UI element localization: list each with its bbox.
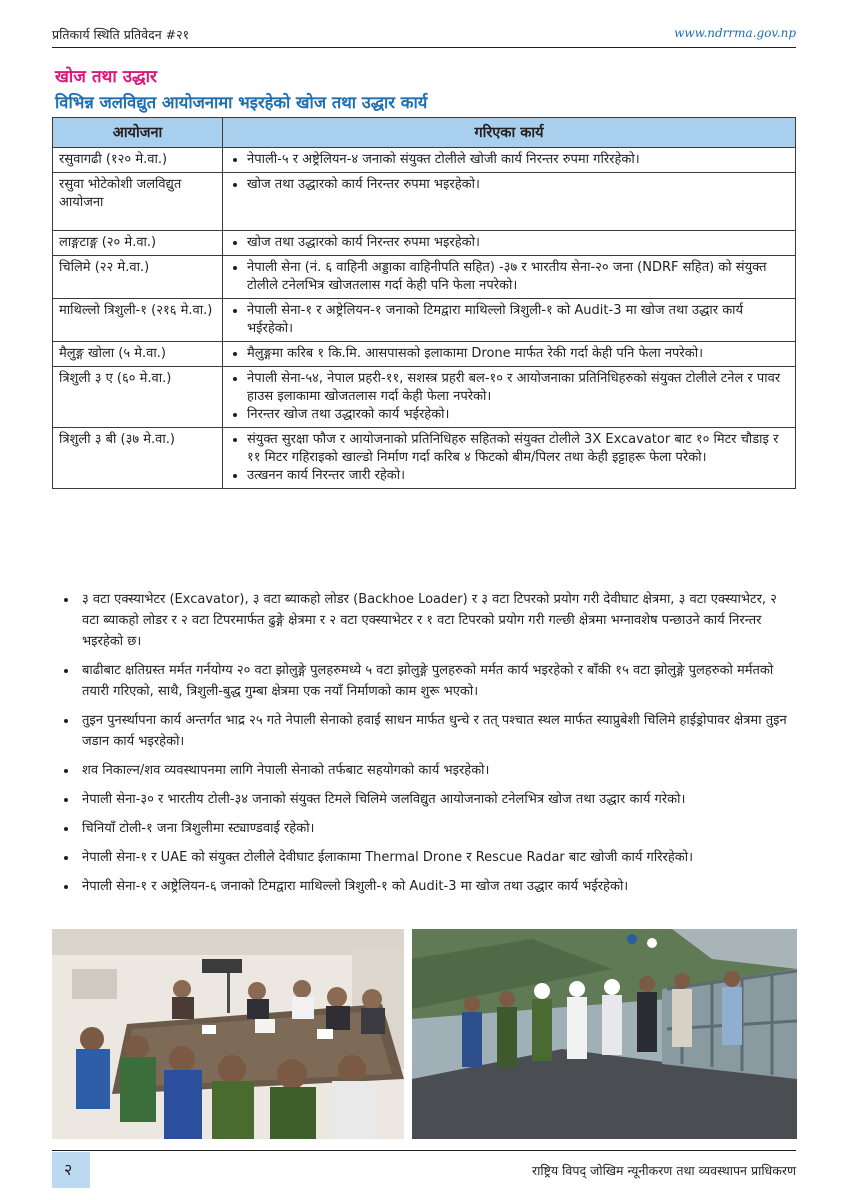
activity-bullet-list	[52, 589, 796, 905]
project-cell: रसुवागढी (१२० मे.वा.)	[53, 148, 223, 173]
page-number: २	[64, 1160, 73, 1179]
work-item: • नेपाली सेना-१ र अष्ट्रेलियन-१ जनाको टिमद्वारा माथिल्लो त्रिशुली-१ को Audit-3 मा खोज तथा उद्धार कार्य भईरहेको।	[247, 302, 789, 338]
table-row	[53, 299, 796, 342]
work-cell	[223, 231, 796, 256]
section-subtitle: विभिन्न जलविद्युत आयोजनामा भइरहेको खोज तथा उद्धार कार्य	[55, 93, 428, 112]
work-item: • निरन्तर खोज तथा उद्धारको कार्य भईरहेको।	[247, 406, 789, 424]
table-row	[53, 428, 796, 489]
page-header	[52, 24, 796, 44]
work-item: • नेपाली-५ र अष्ट्रेलियन-४ जनाको संयुक्त टोलीले खोजी कार्य निरन्तर रुपमा गरिरहेको।	[247, 151, 789, 169]
table-row	[53, 367, 796, 428]
organization-name: राष्ट्रिय विपद् जोखिम न्यूनीकरण तथा व्यवस्थापन प्राधिकरण	[532, 1163, 796, 1178]
work-item: • खोज तथा उद्धारको कार्य निरन्तर रुपमा भइरहेको।	[247, 176, 789, 194]
footer-divider	[52, 1150, 796, 1151]
work-item: • संयुक्त सुरक्षा फौज र आयोजनाको प्रतिनिधिहरु सहितको संयुक्त टोलीले 3X Excavator बाट १० मिटर चौडाइ र ११ मिटर गहिराइको खाल्डो निर्माण गर्दा करिब ४ फिटको बीम/पिलर तथा केही इट्टाहरू फेला परेको।	[247, 431, 789, 467]
column-header-project: आयोजना	[53, 118, 223, 148]
work-cell	[223, 173, 796, 231]
list-item: • शव निकाल्न/शव व्यवस्थापनमा लागि नेपाली सेनाको तर्फबाट सहयोगको कार्य भइरहेको।	[78, 760, 796, 781]
table-row	[53, 256, 796, 299]
header-divider	[52, 47, 796, 48]
work-item: • खोज तथा उद्धारको कार्य निरन्तर रुपमा भइरहेको।	[247, 234, 789, 252]
list-item: • ३ वटा एक्स्याभेटर (Excavator), ३ वटा ब्याकहो लोडर (Backhoe Loader) र ३ वटा टिपरको प्रयोग गरी देवीघाट क्षेत्रमा, ३ वटा एक्स्याभेटर, २ वटा ब्याकहो लोडर र २ वटा टिपरमार्फत ढुङ्गे क्षेत्रमा र २ वटा एक्स्याभेटर र १ वटा टिपरको प्रयोग गरी गल्छी क्षेत्रमा भग्नावशेष पन्छाउने कार्य निरन्तर भइरहेको छ।	[78, 589, 796, 652]
project-cell: त्रिशुली ३ बी (३७ मे.वा.)	[53, 428, 223, 489]
project-cell: लाङ्गटाङ्ग (२० मे.वा.)	[53, 231, 223, 256]
list-item: • बाढीबाट क्षतिग्रस्त मर्मत गर्नयोग्य २० वटा झोलुङ्गे पुलहरुमध्ये ५ वटा झोलुङ्गे पुलहरुको मर्मत कार्य भइरहेको र बाँकी १५ वटा झोलुङ्गे पुलहरुको मर्मतको तयारी गरिएको, साथै, त्रिशुली-बुद्ध गुम्बा क्षेत्रमा एक नयाँ निर्माणको काम शुरू भएको।	[78, 660, 796, 702]
column-header-work: गरिएका कार्य	[223, 118, 796, 148]
list-item: • नेपाली सेना-१ र अष्ट्रेलियन-६ जनाको टिमद्वारा माथिल्लो त्रिशुली-१ को Audit-3 मा खोज तथा उद्धार कार्य भईरहेको।	[78, 876, 796, 897]
project-cell: मैलुङ्ग खोला (५ मे.वा.)	[53, 342, 223, 367]
website-link[interactable]: www.ndrrma.gov.np	[674, 26, 796, 40]
work-cell	[223, 428, 796, 489]
work-item: • उत्खनन कार्य निरन्तर जारी रहेको।	[247, 467, 789, 485]
section-title: खोज तथा उद्धार	[55, 67, 157, 87]
work-cell	[223, 148, 796, 173]
table-row	[53, 231, 796, 256]
table-header-row	[53, 118, 796, 148]
project-cell: माथिल्लो त्रिशुली-१ (२१६ मे.वा.)	[53, 299, 223, 342]
projects-table	[52, 117, 796, 489]
work-cell	[223, 256, 796, 299]
work-cell	[223, 299, 796, 342]
list-item: • नेपाली सेना-१ र UAE को संयुक्त टोलीले देवीघाट ईलाकामा Thermal Drone र Rescue Radar बाट खोजी कार्य गरिरहेको।	[78, 847, 796, 868]
list-item: • चिनियाँ टोली-१ जना त्रिशुलीमा स्ट्याण्डवाई रहेको।	[78, 818, 796, 839]
meeting-photo	[52, 929, 404, 1139]
work-cell	[223, 342, 796, 367]
work-item: • मैलुङ्गमा करिब १ कि.मि. आसपासको इलाकामा Drone मार्फत रेकी गर्दा केही पनि फेला नपरेको।	[247, 345, 789, 363]
project-cell: त्रिशुली ३ ए (६० मे.वा.)	[53, 367, 223, 428]
meeting-photo-illustration	[52, 929, 404, 1139]
report-title: प्रतिकार्य स्थिति प्रतिवेदन #२१	[52, 27, 190, 42]
project-cell: चिलिमे (२२ मे.वा.)	[53, 256, 223, 299]
bridge-inspection-photo	[412, 929, 797, 1139]
bridge-inspection-illustration	[412, 929, 797, 1139]
table-row	[53, 148, 796, 173]
work-cell	[223, 367, 796, 428]
list-item: • नेपाली सेना-३० र भारतीय टोली-३४ जनाको संयुक्त टिमले चिलिमे जलविद्युत आयोजनाको टनेलभित्र खोज तथा उद्धार कार्य गरेको।	[78, 789, 796, 810]
work-item: • नेपाली सेना-५४, नेपाल प्रहरी-११, सशस्त्र प्रहरी बल-१० र आयोजनाका प्रतिनिधिहरुको संयुक्त टोलीले टनेल र पावर हाउस इलाकामा खोजतलास गर्दा केही फेला नपरेको।	[247, 370, 789, 406]
table-row	[53, 342, 796, 367]
work-item: • नेपाली सेना (नं. ६ वाहिनी अड्डाका वाहिनीपति सहित) -३७ र भारतीय सेना-२० जना (NDRF सहित) को संयुक्त टोलीले टनेलभित्र खोजतलास गर्दा केही पनि फेला नपरेको।	[247, 259, 789, 295]
table-row	[53, 173, 796, 231]
list-item: • तुइन पुनर्स्थापना कार्य अन्तर्गत भाद्र २५ गते नेपाली सेनाको हवाई साधन मार्फत धुन्चे र तत् पश्चात स्थल मार्फत स्याप्रुबेशी चिलिमे हाईड्रोपावर क्षेत्रमा तुइन जडान कार्य भइरहेको।	[78, 710, 796, 752]
project-cell: रसुवा भोटेकोशी जलविद्युत आयोजना	[53, 173, 223, 231]
